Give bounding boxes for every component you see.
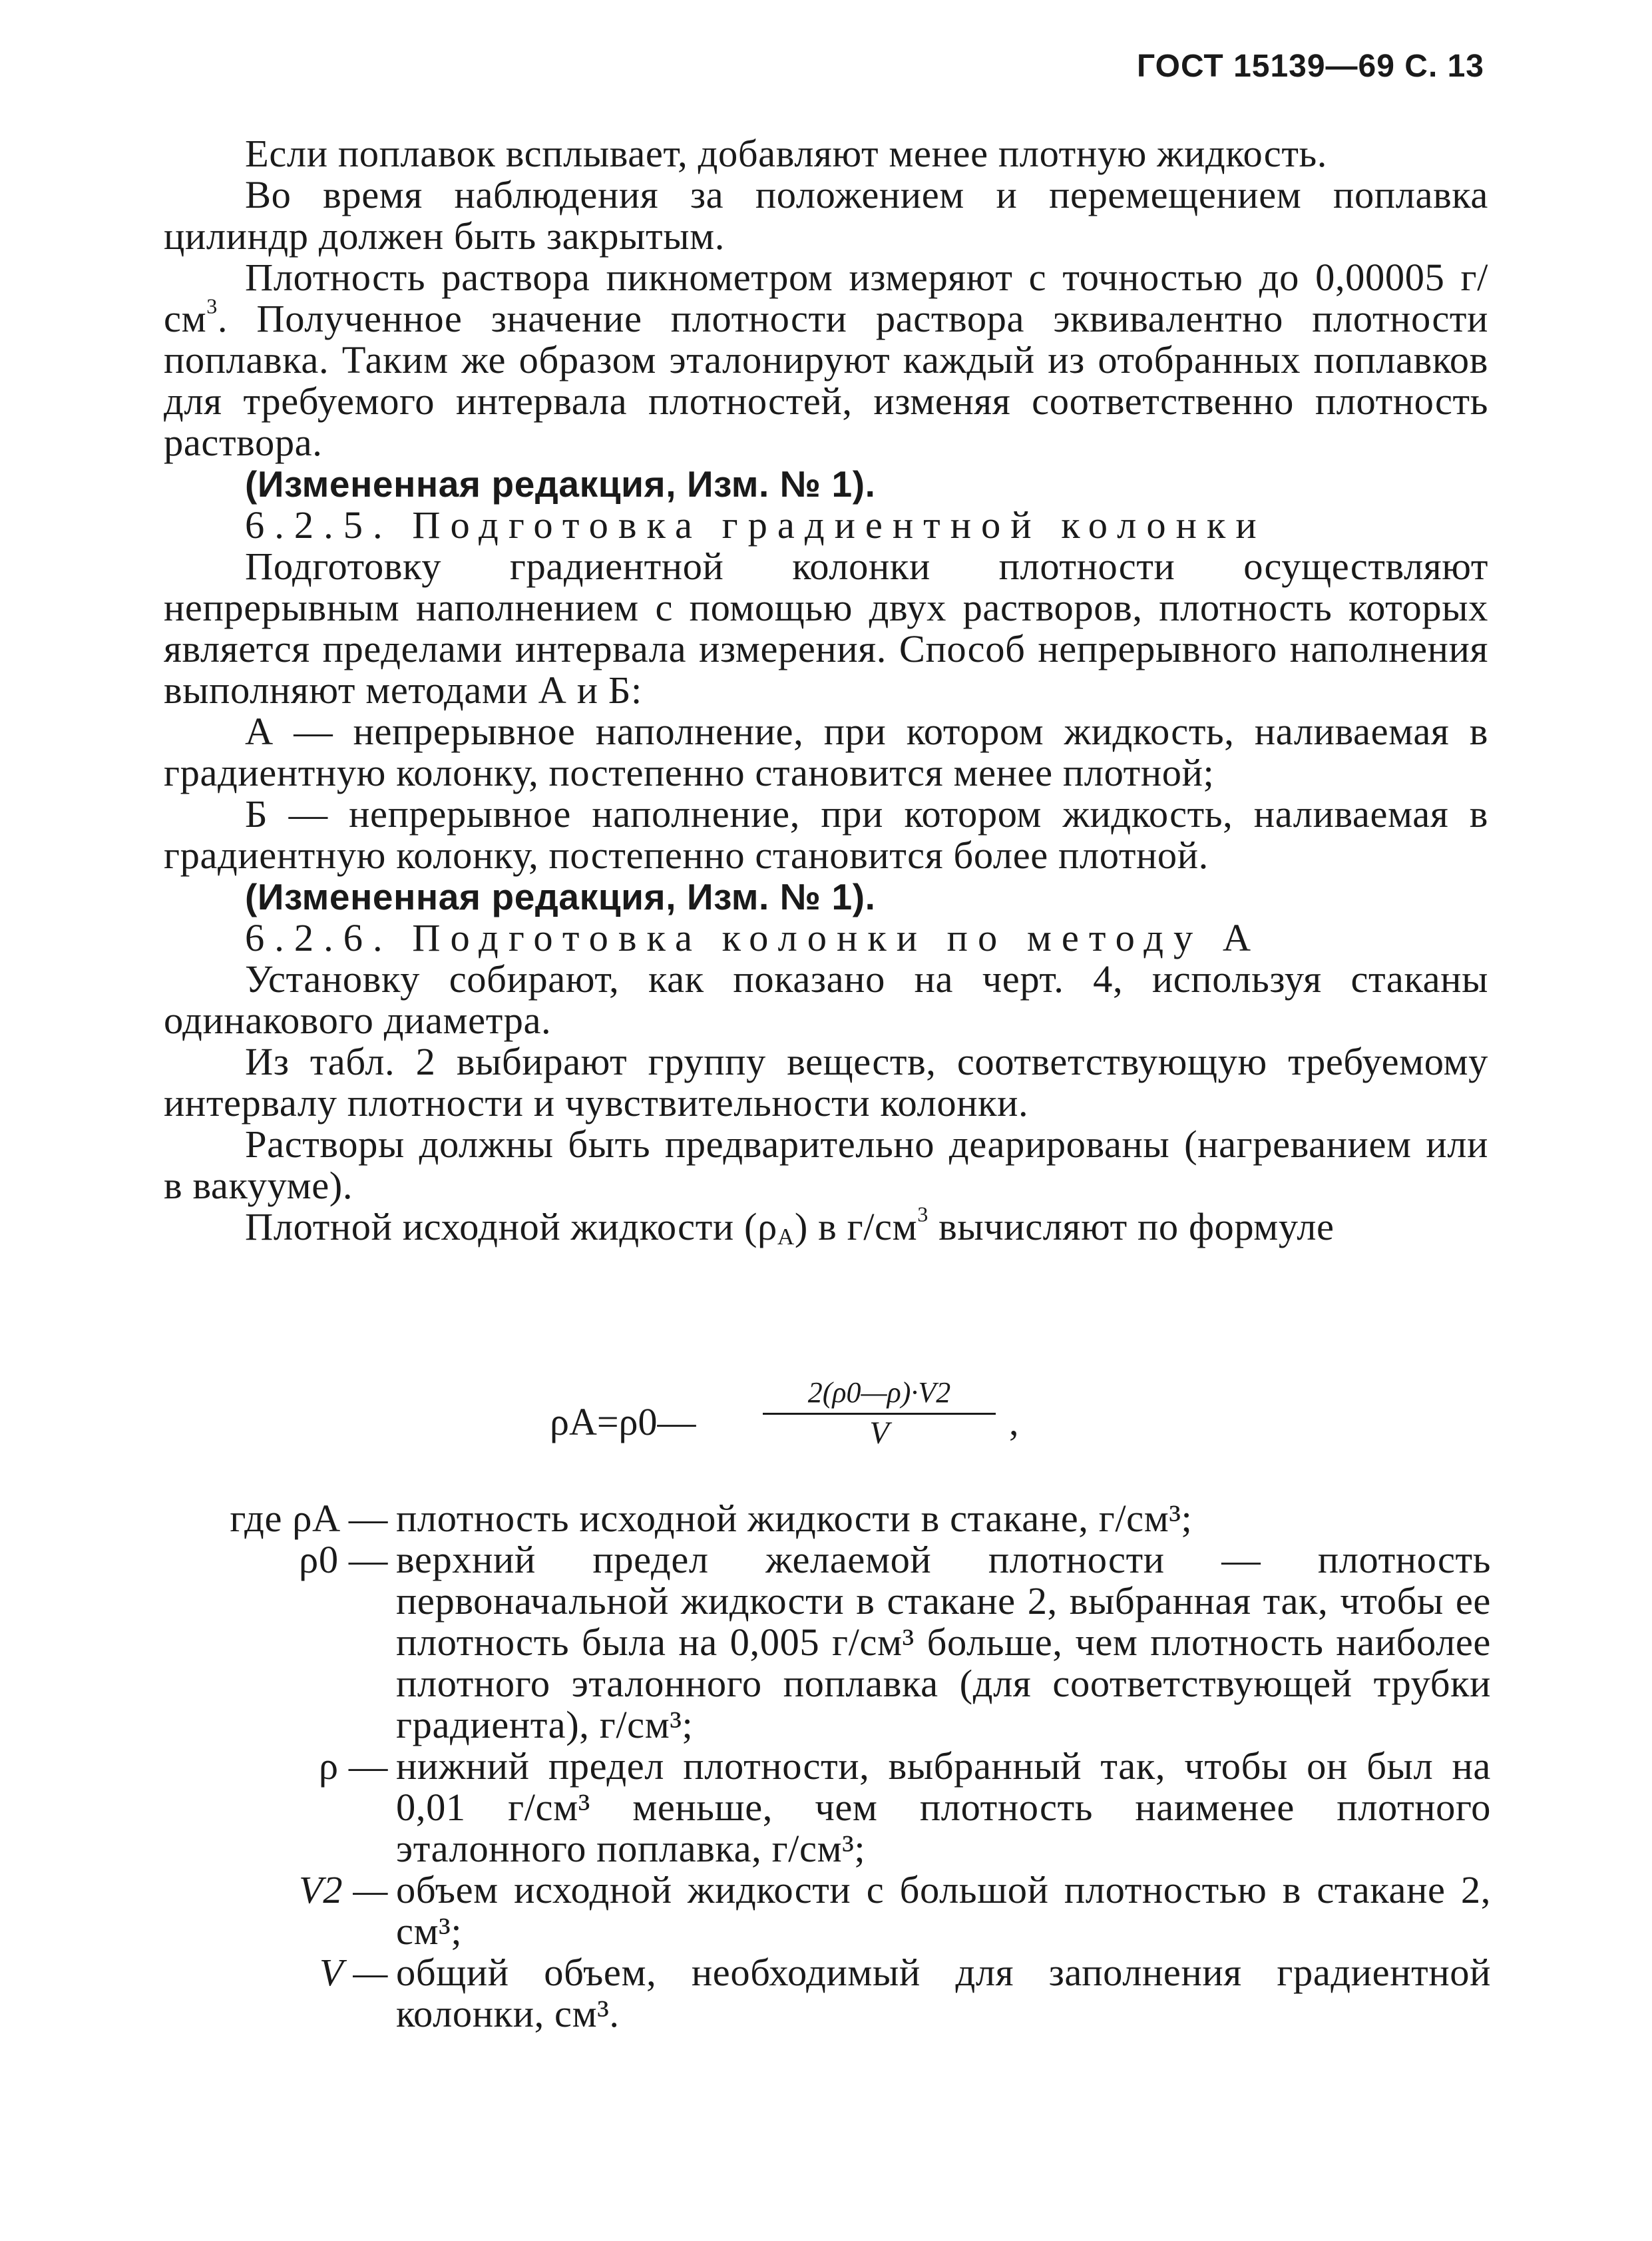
paragraph: Подготовку градиентной колонки плотности осуществляют непрерывным наполнением с помощью двух растворов, плотность которых является пределами интервала измерения. Способ непрерывного наполнения выполняют методами А и Б: <box>164 545 1488 712</box>
definition-symbol: где ρA — <box>230 1497 388 1540</box>
definition-row <box>0 1746 1531 1869</box>
definition-row <box>0 1539 1531 1746</box>
formula-numerator: 2(ρ0—ρ)·V2 <box>807 1376 951 1409</box>
definition-row <box>0 1498 1531 1539</box>
amendment-note: (Измененная редакция, Изм. № 1). <box>245 463 876 505</box>
formula-lhs: ρA=ρ0— <box>550 1400 696 1443</box>
definition-symbol: V — <box>319 1951 388 1994</box>
paragraph <box>164 257 1488 463</box>
text-run: . Полученное значение плотности раствора эквивалентно плотности поплавка. Таким же образом эталонируют каждый из отобранных поплавков для требуемого интервала плотностей, изменяя соответственно плотность раствора. <box>164 297 1488 464</box>
formula-denominator: V <box>869 1415 889 1451</box>
definition-symbol: ρ — <box>318 1744 388 1788</box>
paragraph: Из табл. 2 выбирают группу веществ, соответствующую требуемому интервалу плотности и чувствительности колонки. <box>164 1040 1488 1124</box>
definition-text: верхний предел желаемой плотности — плотность первоначальной жидкости в стакане 2, выбранная так, чтобы ее плотность была на 0,005 г/см³ больше, чем плотность наиболее плотного эталонного поплавка (для соответствующей трубки градиента), г/см³; <box>396 1538 1491 1746</box>
paragraph: Растворы должны быть предварительно деарированы (нагреванием или в вакууме). <box>164 1122 1488 1207</box>
page-header: ГОСТ 15139—69 С. 13 <box>1137 49 1484 84</box>
paragraph: Если поплавок всплывает, добавляют менее плотную жидкость. <box>245 132 1327 175</box>
paragraph: Установку собирают, как показано на черт. 4, используя стаканы одинакового диаметра. <box>164 957 1488 1042</box>
paragraph: Б — непрерывное наполнение, при котором жидкость, наливаемая в градиентную колонку, постепенно становится более плотной. <box>164 792 1488 877</box>
formula-trailing: , <box>1009 1400 1019 1443</box>
definition-row <box>0 1869 1531 1952</box>
superscript: 3 <box>206 294 218 318</box>
amendment-note: (Измененная редакция, Изм. № 1). <box>245 876 876 917</box>
definition-row <box>0 1952 1531 2035</box>
section-heading: 6.2.6. Подготовка колонки по методу А <box>245 916 1261 959</box>
text-run: ) в г/см <box>794 1205 918 1248</box>
paragraph <box>164 1202 1488 1250</box>
density-formula <box>550 1374 1149 1467</box>
definition-text: нижний предел плотности, выбранный так, чтобы он был на 0,01 г/см³ меньше, чем плотность наименее плотного эталонного поплавка, г/см³; <box>396 1744 1491 1870</box>
text-run: Плотной исходной жидкости (ρ <box>245 1205 777 1248</box>
definition-text: плотность исходной жидкости в стакане, г/см³; <box>396 1497 1193 1540</box>
section-heading: 6.2.5. Подготовка градиентной колонки <box>245 503 1267 547</box>
subscript: A <box>777 1224 795 1250</box>
definition-text: общий объем, необходимый для заполнения градиентной колонки, см³. <box>396 1951 1491 2035</box>
text-run: вычисляют по формуле <box>928 1205 1335 1248</box>
text-run: Плотность раствора пикнометром измеряют с точностью до 0,00005 г/см <box>164 256 1488 340</box>
paragraph: Во время наблюдения за положением и перемещением поплавка цилиндр должен быть закрытым. <box>164 173 1488 258</box>
body-text <box>164 133 1488 1248</box>
definition-text: объем исходной жидкости с большой плотностью в стакане 2, см³; <box>396 1868 1491 1953</box>
definition-symbol: ρ0 — <box>299 1538 388 1581</box>
superscript: 3 <box>917 1202 929 1226</box>
definition-symbol: V2 — <box>298 1868 388 1911</box>
paragraph: А — непрерывное наполнение, при котором жидкость, наливаемая в градиентную колонку, постепенно становится менее плотной; <box>164 710 1488 794</box>
formula-fraction <box>763 1374 996 1452</box>
symbol-definitions <box>0 1498 1531 2035</box>
